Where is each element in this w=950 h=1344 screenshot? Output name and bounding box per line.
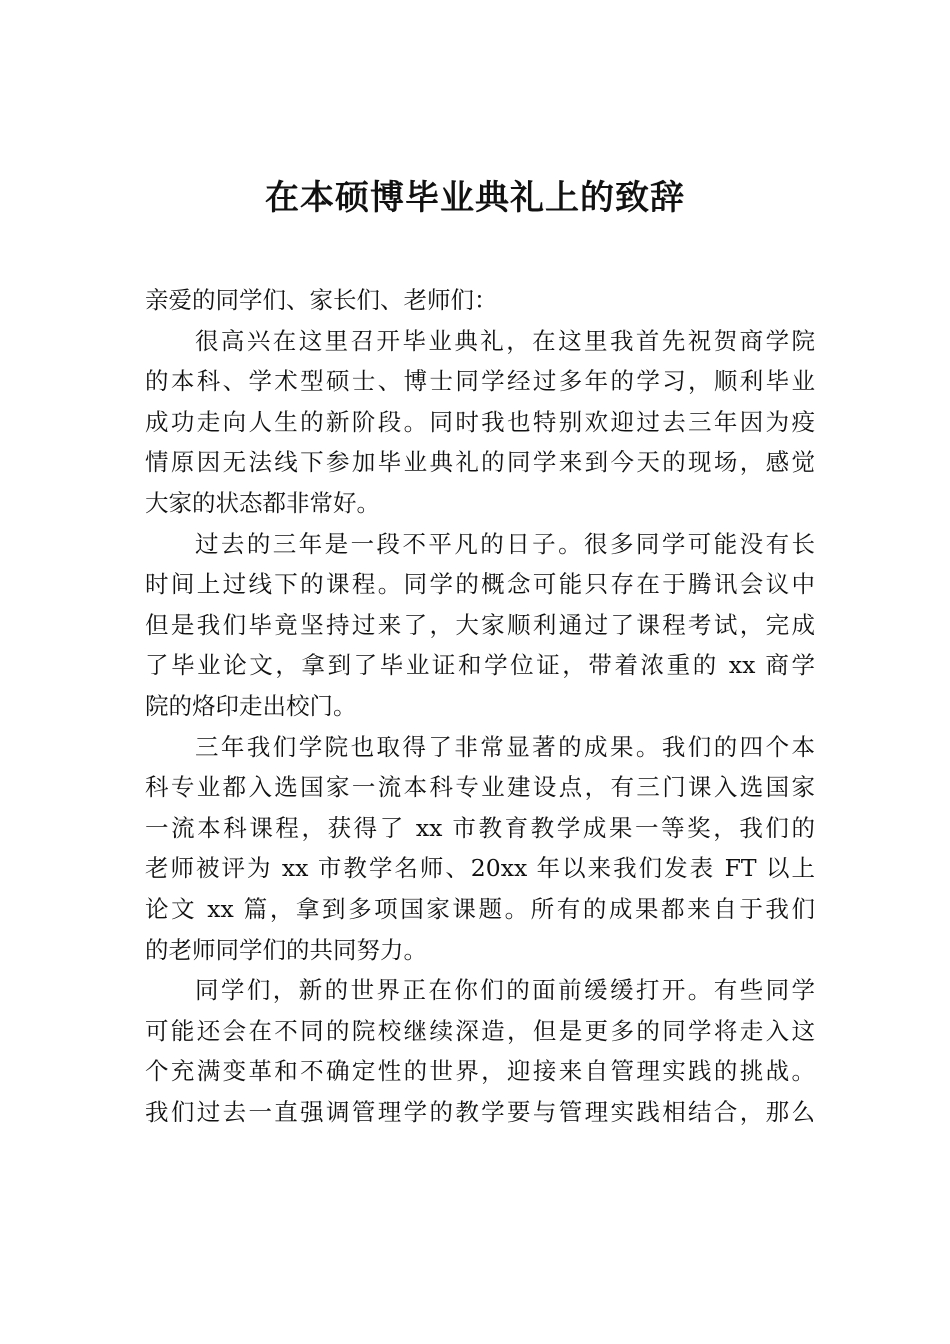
paragraph-line: 的老师同学们的共同努力。 [145, 935, 427, 964]
paragraph-line: 院的烙印走出校门。 [145, 691, 357, 720]
paragraph-line: 三年我们学院也取得了非常显著的成果。我们的四个本 [195, 732, 815, 761]
salutation-line: 亲爱的同学们、家长们、老师们： [145, 286, 498, 314]
paragraph-line: 老师被评为 xx 市教学名师、20xx 年以来我们发表 FT 以上 [145, 854, 815, 883]
paragraph-line: 的本科、学术型硕士、博士同学经过多年的学习，顺利毕业 [145, 367, 815, 396]
paragraph-line: 成功走向人生的新阶段。同时我也特别欢迎过去三年因为疫 [145, 407, 815, 436]
paragraph-line: 论文 xx 篇，拿到多项国家课题。所有的成果都来自于我们 [145, 894, 815, 923]
paragraph-line: 可能还会在不同的院校继续深造，但是更多的同学将走入这 [145, 1016, 815, 1045]
document-body [145, 280, 815, 1132]
paragraph-line: 很高兴在这里召开毕业典礼，在这里我首先祝贺商学院 [195, 326, 815, 355]
paragraph-line: 情原因无法线下参加毕业典礼的同学来到今天的现场，感觉 [145, 448, 815, 477]
paragraph-line: 过去的三年是一段不平凡的日子。很多同学可能没有长 [195, 529, 815, 558]
document-title: 在本硕博毕业典礼上的致辞 [265, 178, 685, 218]
paragraph-line: 我们过去一直强调管理学的教学要与管理实践相结合，那么 [145, 1097, 815, 1126]
paragraph-line: 科专业都入选国家一流本科专业建设点，有三门课入选国家 [145, 773, 815, 802]
paragraph-line: 时间上过线下的课程。同学的概念可能只存在于腾讯会议中 [145, 570, 815, 599]
paragraph-line: 一流本科课程，获得了 xx 市教育教学成果一等奖，我们的 [145, 813, 815, 842]
paragraph-line: 同学们，新的世界正在你们的面前缓缓打开。有些同学 [195, 976, 815, 1005]
paragraph-line: 大家的状态都非常好。 [145, 488, 380, 517]
paragraph-line: 了毕业论文，拿到了毕业证和学位证，带着浓重的 xx 商学 [145, 651, 815, 680]
paragraph-line: 个充满变革和不确定性的世界，迎接来自管理实践的挑战。 [145, 1057, 815, 1086]
paragraph-line: 但是我们毕竟坚持过来了，大家顺利通过了课程考试，完成 [145, 610, 815, 639]
